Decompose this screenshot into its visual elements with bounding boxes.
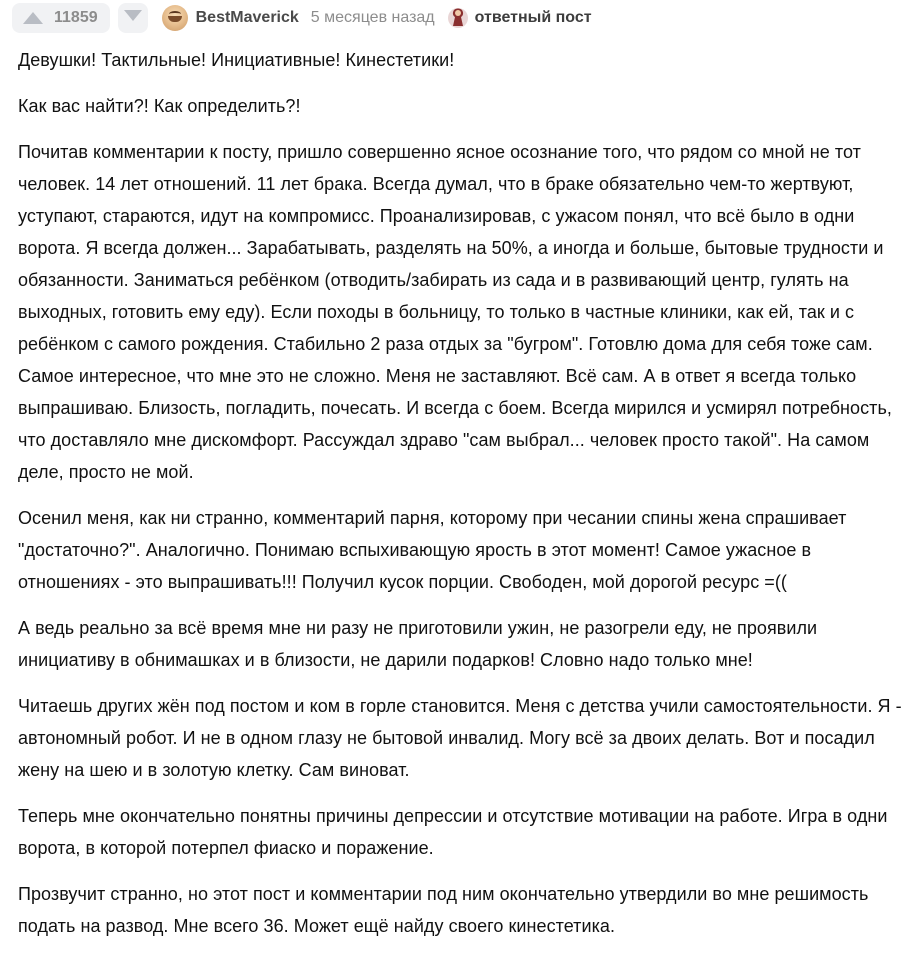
post-meta-bar xyxy=(12,3,592,33)
post-body xyxy=(18,44,902,956)
reply-post-icon xyxy=(447,6,469,30)
downvote-button[interactable] xyxy=(118,3,148,33)
post-time[interactable]: 5 месяцев назад xyxy=(310,9,435,26)
arrow-up-icon[interactable] xyxy=(22,11,44,25)
post-paragraph: Почитав комментарии к посту, пришло совершенно ясное осознание того, что рядом со мной не тот человек. 14 лет отношений. 11 лет брака. Всегда думал, что в браке обязательно чем-то жертвуют, уступают, стараются, идут на компромисс. Проанализировав, с ужасом понял, что всё было в одни ворота. Я всегда должен... Зарабатывать, разделять на 50%, а иногда и больше, бытовые трудности и обязанности. Заниматься ребёнком (отводить/забирать из сада и в развивающий центр, гулять на выходных, готовить ему еду). Если походы в больницу, то только в частные клиники, как ей, так и с ребёнком с самого рождения. Стабильно 2 раза отдых за "бугром". Готовлю дома для себя тоже сам. Самое интересное, что мне это не сложно. Меня не заставляют. Всё сам. А в ответ я всегда только выпрашиваю. Близость, погладить, почесать. И всегда с боем. Всегда мирился и усмирял потребность, что доставляло мне дискомфорт. Рассуждал здраво "сам выбрал... человек просто такой". На самом деле, просто не мой. xyxy=(18,142,892,482)
post-paragraph: Читаешь других жён под постом и ком в горле становится. Меня с детства учили самостоятельности. Я - автономный робот. И не в одном глазу не бытовой инвалид. Могу всё за двоих делать. Вот и посадил жену на шею и в золотую клетку. Сам виноват. xyxy=(18,696,902,780)
arrow-down-icon xyxy=(123,9,143,27)
author-username[interactable]: BestMaverick xyxy=(195,9,299,26)
post-paragraph: А ведь реально за всё время мне ни разу не приготовили ужин, не разогрели еду, не проявили инициативу в обнимашках и в близости, не дарили подарков! Словно надо только мне! xyxy=(18,618,818,670)
post-paragraph: Теперь мне окончательно понятны причины депрессии и отсутствие мотивации на работе. Игра в одни ворота, в которой потерпел фиаско и поражение. xyxy=(18,806,888,858)
post-paragraph: Прозвучит странно, но этот пост и комментарии под ним окончательно утвердили во мне решимость подать на развод. Мне всего 36. Может ещё найду своего кинестетика. xyxy=(18,884,869,936)
post-paragraph: Осенил меня, как ни странно, комментарий парня, которому при чесании спины жена спрашивает "достаточно?". Аналогично. Понимаю вспыхивающую ярость в этот момент! Самое ужасное в отношениях - это выпрашивать!!! Получил кусок порции. Свободен, мой дорогой ресурс =(( xyxy=(18,508,847,592)
post-paragraph: Как вас найти?! Как определить?! xyxy=(18,96,301,116)
post-paragraph: Девушки! Тактильные! Инициативные! Кинестетики! xyxy=(18,50,455,70)
vote-score: 11859 xyxy=(54,9,98,26)
avatar[interactable] xyxy=(162,5,188,31)
reply-post-label[interactable]: ответный пост xyxy=(474,9,592,26)
vote-pill xyxy=(12,3,110,33)
